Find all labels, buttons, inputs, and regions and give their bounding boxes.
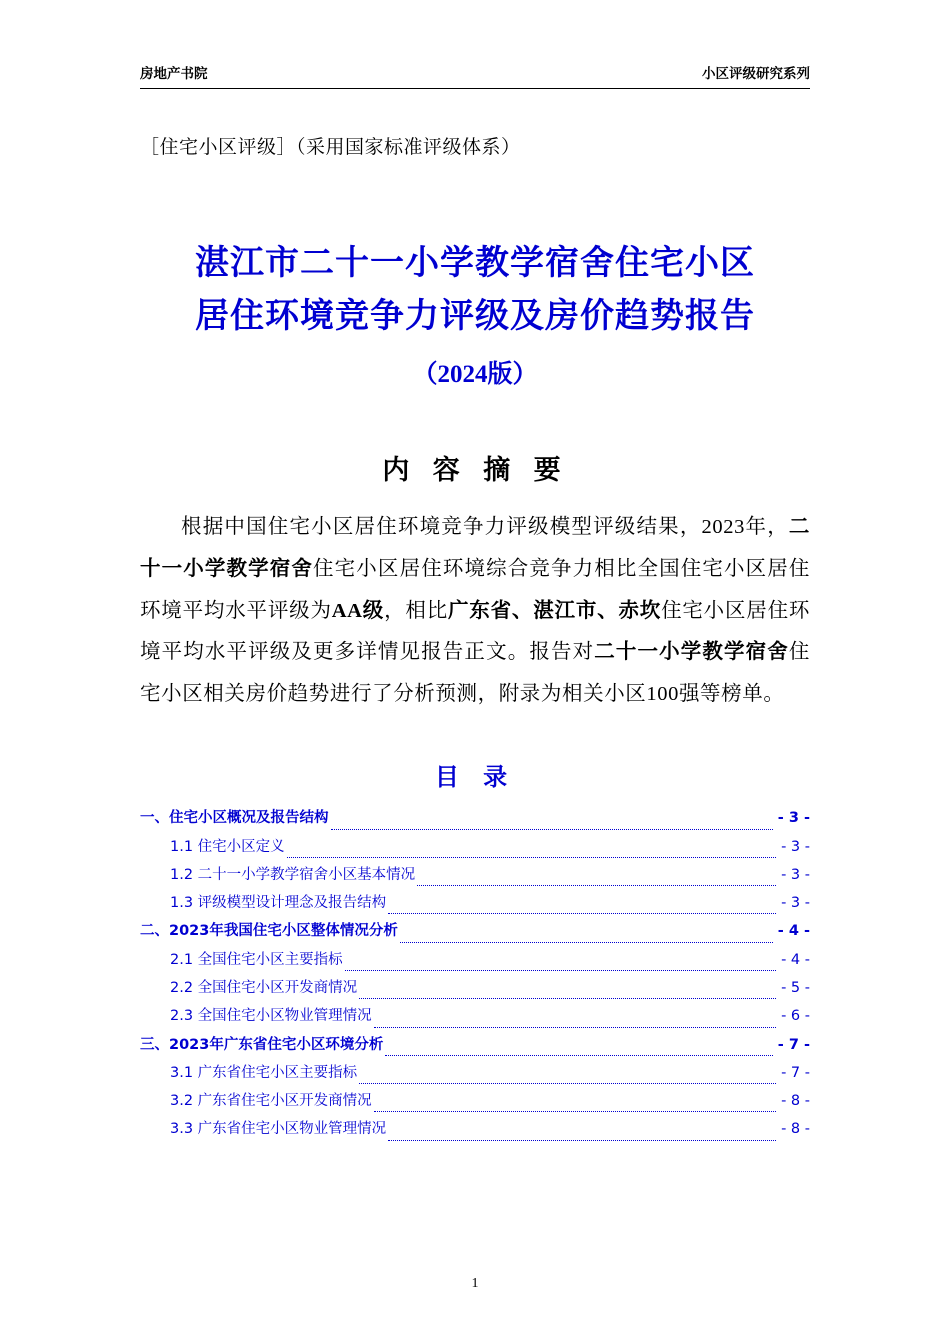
toc-entry-label: 二、2023年我国住宅小区整体情况分析 bbox=[140, 923, 398, 940]
toc-entry[interactable] bbox=[140, 833, 810, 861]
summary-paragraph bbox=[140, 507, 810, 715]
toc-leader-dots bbox=[287, 856, 776, 858]
toc-entry-label: 1.3 评级模型设计理念及报告结构 bbox=[170, 895, 387, 912]
toc-entry[interactable] bbox=[140, 1087, 810, 1115]
toc-leader-dots bbox=[359, 997, 776, 999]
summary-text-a: 根据中国住宅小区居住环境竞争力评级模型评级结果，2023年， bbox=[181, 516, 789, 539]
toc-entry[interactable] bbox=[140, 804, 810, 832]
page-number: 1 bbox=[471, 1276, 479, 1291]
toc-entry-page: - 7 - bbox=[781, 1064, 810, 1081]
toc-entry-label: 2.3 全国住宅小区物业管理情况 bbox=[170, 1008, 372, 1025]
toc-entry-label: 3.1 广东省住宅小区主要指标 bbox=[170, 1064, 358, 1081]
summary-text-c: 住宅小区居住环境综合竞争力相比全国住宅小区居住环境平均水平评级为 bbox=[140, 557, 810, 622]
toc-entry-page: - 3 - bbox=[777, 810, 810, 827]
report-title-block bbox=[140, 237, 810, 390]
toc-entry[interactable] bbox=[140, 946, 810, 974]
toc-entry[interactable] bbox=[140, 1002, 810, 1030]
summary-text-d: AA级 bbox=[331, 599, 385, 622]
toc-leader-dots bbox=[388, 912, 776, 914]
toc-entry[interactable] bbox=[140, 1115, 810, 1143]
table-of-contents bbox=[140, 804, 810, 1143]
toc-entry-page: - 7 - bbox=[777, 1036, 810, 1053]
summary-text-h: 二十一小学教学宿舍 bbox=[594, 641, 789, 664]
toc-entry-page: - 3 - bbox=[781, 895, 810, 912]
summary-text-b: 二十一小学教学宿舍 bbox=[140, 516, 810, 580]
summary-text-g: 住宅小区居住环境平均水平评级及更多详情见报告正文。报告对 bbox=[140, 599, 810, 664]
toc-entry-page: - 8 - bbox=[781, 1121, 810, 1138]
toc-leader-dots bbox=[374, 1110, 776, 1112]
toc-entry-page: - 8 - bbox=[781, 1093, 810, 1110]
summary-heading: 内 容 摘 要 bbox=[382, 455, 568, 487]
toc-leader-dots bbox=[374, 1026, 776, 1028]
report-title-line-1: 湛江市二十一小学教学宿舍住宅小区 bbox=[195, 243, 755, 283]
toc-entry-label: 三、2023年广东省住宅小区环境分析 bbox=[140, 1036, 384, 1053]
toc-entry-page: - 6 - bbox=[781, 1008, 810, 1025]
toc-entry-page: - 3 - bbox=[781, 838, 810, 855]
header-divider bbox=[140, 88, 810, 89]
header-left-text: 房地产书院 bbox=[140, 66, 208, 82]
toc-entry[interactable] bbox=[140, 1059, 810, 1087]
toc-leader-dots bbox=[388, 1139, 776, 1141]
toc-entry[interactable] bbox=[140, 917, 810, 945]
toc-leader-dots bbox=[400, 941, 773, 943]
toc-entry-label: 一、住宅小区概况及报告结构 bbox=[140, 810, 329, 827]
toc-leader-dots bbox=[385, 1054, 772, 1056]
toc-entry[interactable] bbox=[140, 1031, 810, 1059]
toc-leader-dots bbox=[417, 884, 776, 886]
toc-leader-dots bbox=[359, 1082, 776, 1084]
toc-leader-dots bbox=[345, 969, 776, 971]
toc-entry-label: 2.2 全国住宅小区开发商情况 bbox=[170, 980, 358, 997]
toc-entry-page: - 4 - bbox=[777, 923, 810, 940]
report-version: （2024版） bbox=[412, 361, 538, 389]
toc-entry-page: - 5 - bbox=[781, 980, 810, 997]
toc-entry[interactable] bbox=[140, 889, 810, 917]
toc-leader-dots bbox=[331, 828, 773, 830]
toc-heading: 目 录 bbox=[434, 763, 516, 792]
summary-text-i: 住宅小区相关房价趋势进行了分析预测，附录为相关小区100强等榜单。 bbox=[140, 641, 810, 705]
toc-entry[interactable] bbox=[140, 974, 810, 1002]
toc-entry-label: 3.2 广东省住宅小区开发商情况 bbox=[170, 1093, 372, 1110]
document-content bbox=[140, 118, 810, 1144]
summary-text-f: 广东省、湛江市、赤坎 bbox=[448, 599, 662, 622]
summary-text-e: ，相比 bbox=[384, 599, 448, 622]
toc-entry-label: 1.1 住宅小区定义 bbox=[170, 838, 285, 855]
page-header bbox=[140, 62, 810, 82]
toc-entry-page: - 3 - bbox=[781, 866, 810, 883]
toc-entry-page: - 4 - bbox=[781, 951, 810, 968]
toc-entry-label: 3.3 广东省住宅小区物业管理情况 bbox=[170, 1121, 387, 1138]
toc-entry-label: 2.1 全国住宅小区主要指标 bbox=[170, 951, 343, 968]
report-category-line: ［住宅小区评级］（采用国家标准评级体系） bbox=[140, 137, 521, 158]
header-right-text: 小区评级研究系列 bbox=[702, 66, 810, 82]
report-title-line-2: 居住环境竞争力评级及房价趋势报告 bbox=[195, 295, 755, 336]
toc-entry-label: 1.2 二十一小学教学宿舍小区基本情况 bbox=[170, 866, 416, 883]
toc-entry[interactable] bbox=[140, 861, 810, 889]
